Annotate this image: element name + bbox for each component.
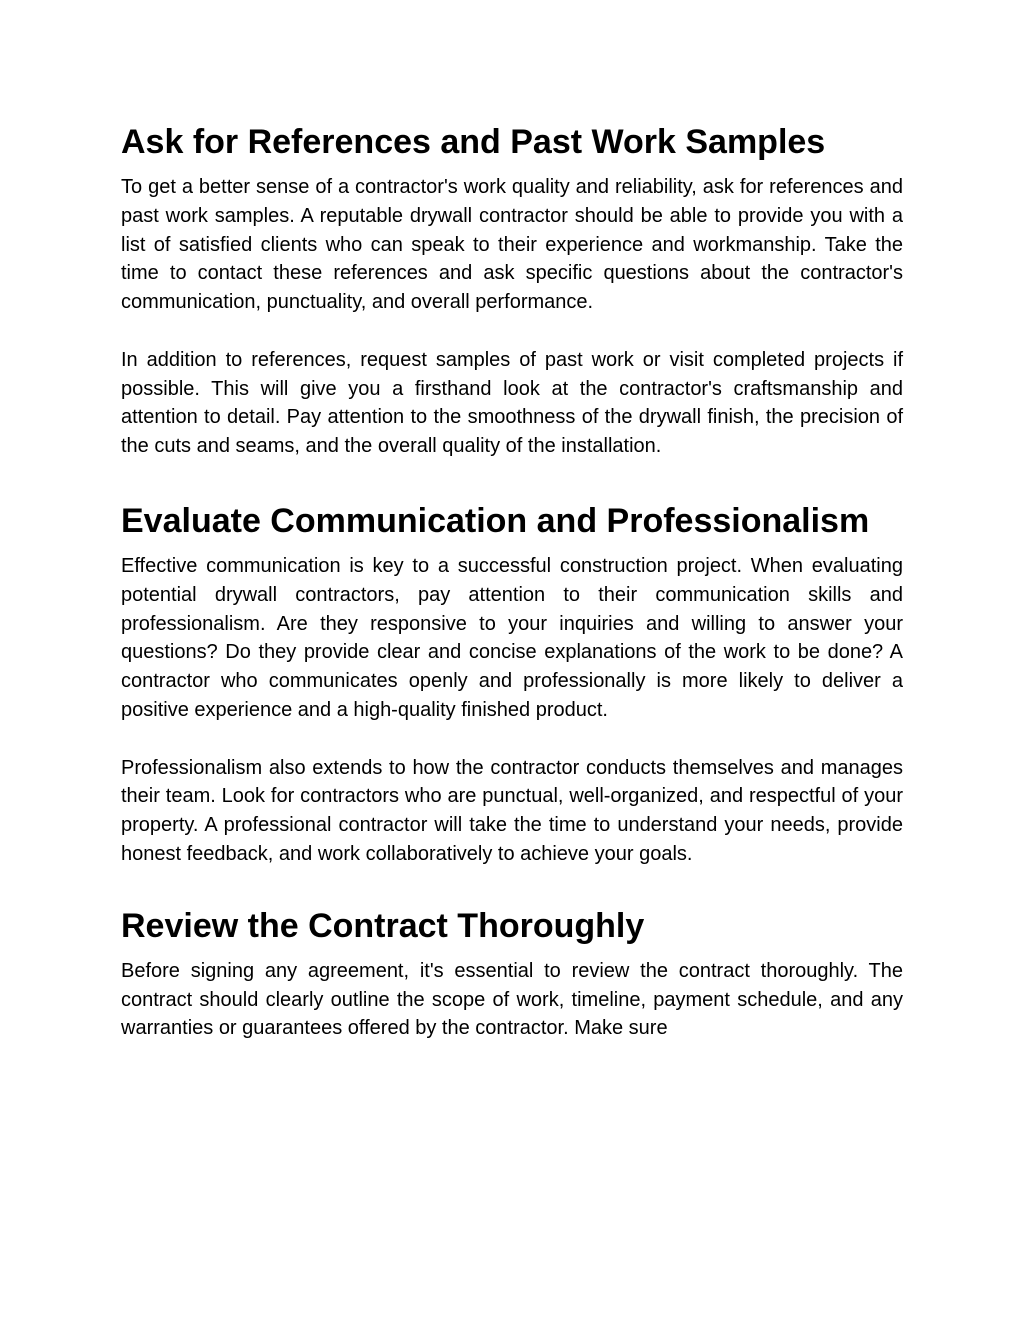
paragraph-communication-1: Effective communication is key to a successful construction project. When evaluating potential drywall contractors, pay attention to their communication skills and professionalism. Are they responsive to your inquiries and willing to answer your questions? Do they provide clear and concise explanations of the work to be done? A contractor who communicates openly and professionally is more likely to deliver a positive experience and a high-quality finished product.: [121, 554, 903, 721]
paragraph-spacer: [121, 725, 903, 754]
heading-references: Ask for References and Past Work Samples: [121, 123, 826, 161]
heading-communication: Evaluate Communication and Professionalism: [121, 501, 870, 540]
heading-contract: Review the Contract Thoroughly: [121, 906, 645, 945]
paragraph-contract-1: Before signing any agreement, it's essential to review the contract thoroughly. The contract should clearly outline the scope of work, timeline, payment schedule, and any warranties or guarantees offered by the contractor. Make sure: [121, 959, 903, 1040]
paragraph-communication-2: Professionalism also extends to how the contractor conducts themselves and manages their team. Look for contractors who are punctual, well-organized, and respectful of your property. A professional contractor will take the time to understand your needs, provide honest feedback, and work collaboratively to achieve your goals.: [121, 756, 903, 865]
section-spacer: [121, 869, 903, 902]
section-communication: [121, 497, 903, 869]
document-page: [121, 118, 903, 1043]
paragraph-references-2: In addition to references, request samples of past work or visit completed projects if possible. This will give you a firsthand look at the contractor's craftsmanship and attention to detail. Pay attention to the smoothness of the drywall finish, the precision of the cuts and seams, and the overall quality of the installation.: [121, 348, 903, 458]
paragraph-spacer: [121, 317, 903, 346]
paragraph-references-1: To get a better sense of a contractor's work quality and reliability, ask for references and past work samples. A reputable drywall contractor should be able to provide you with a list of satisfied clients who can speak to their experience and workmanship. Take the time to contact these references and ask specific questions about the contractor's communication, punctuality, and overall performance.: [121, 176, 903, 314]
section-spacer: [121, 461, 903, 497]
section-references: [121, 118, 903, 461]
section-contract: [121, 902, 903, 1043]
